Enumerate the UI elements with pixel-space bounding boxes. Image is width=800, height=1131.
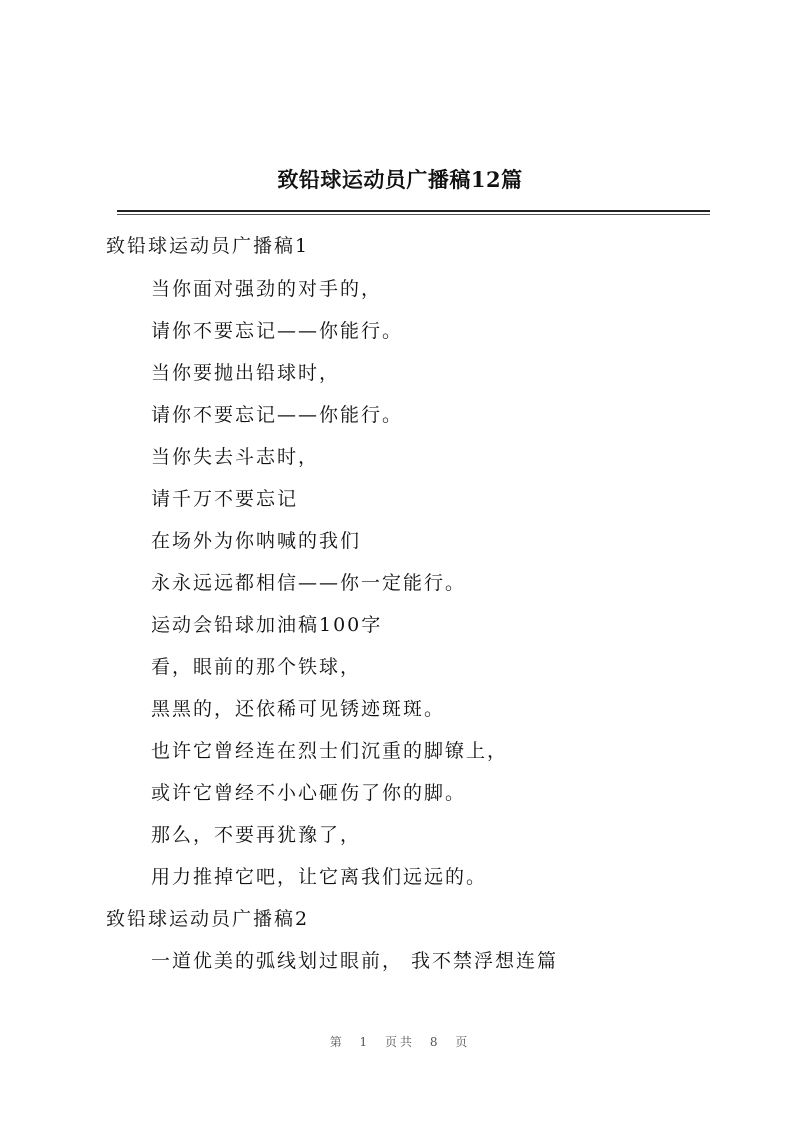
paragraph-line: 也许它曾经连在烈士们沉重的脚镣上， (151, 740, 509, 762)
paragraph-line: 一道优美的弧线划过眼前， 我不禁浮想连篇 (151, 950, 559, 972)
page-number-footer: 第 1 页共 8 页 (329, 1035, 471, 1049)
paragraph-line: 黑黑的，还依稀可见锈迹斑斑。 (151, 698, 446, 720)
paragraph-line: 看，眼前的那个铁球， (151, 656, 362, 678)
section-heading: 致铅球运动员广播稿1 (106, 235, 310, 257)
paragraph-line: 请你不要忘记——你能行。 (151, 404, 404, 426)
paragraph-line: 或许它曾经不小心砸伤了你的脚。 (151, 782, 467, 804)
paragraph-line: 运动会铅球加油稿100字 (151, 614, 383, 636)
paragraph-line: 用力推掉它吧，让它离我们远远的。 (151, 866, 488, 888)
title-divider-thin (117, 214, 710, 215)
paragraph-line: 当你失去斗志时， (151, 446, 320, 468)
page-title: 致铅球运动员广播稿12篇 (277, 167, 523, 192)
section-heading: 致铅球运动员广播稿2 (106, 908, 310, 930)
paragraph-line: 那么，不要再犹豫了， (151, 824, 362, 846)
paragraph-line: 请千万不要忘记 (151, 488, 299, 510)
paragraph-line: 在场外为你呐喊的我们 (151, 530, 362, 552)
title-divider (117, 210, 710, 212)
paragraph-line: 当你要抛出铅球时， (151, 362, 341, 384)
paragraph-line: 当你面对强劲的对手的， (151, 278, 383, 300)
paragraph-line: 请你不要忘记——你能行。 (151, 320, 404, 342)
paragraph-line: 永永远远都相信——你一定能行。 (151, 572, 467, 594)
